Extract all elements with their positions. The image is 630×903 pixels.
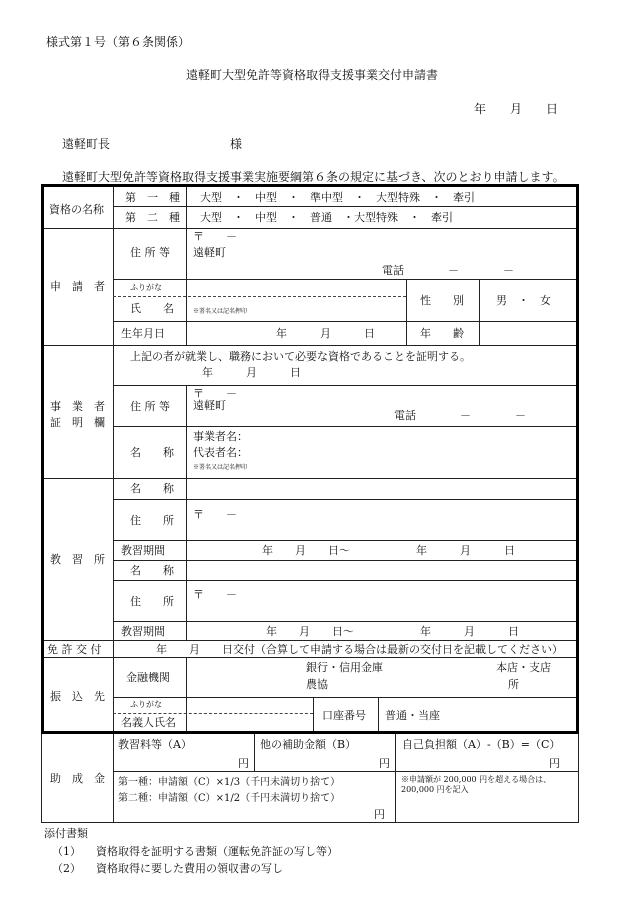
date-year: 年 [474,102,487,116]
employer-sign-note: ※署名又は記名押印 [193,464,248,471]
transfer-label: 振 込 先 [50,690,105,703]
license-type2-label: 第 二 種 [125,211,180,224]
subsidy-amount-yen: 円 [374,808,385,821]
employer-town[interactable]: 遠軽町 [193,399,226,412]
transfer-bank-types-1[interactable]: 銀行・信用金庫 [306,661,383,674]
transfer-account-types[interactable]: 普通・当座 [385,709,440,722]
employer-label-line1: 事 業 者 [50,400,105,413]
license-type2-options: 大型 ・ 中型 ・ 普通 ・大型特殊 ・ 牽引 [200,211,453,224]
applicant-sex-options[interactable]: 男 ・ 女 [496,294,551,307]
transfer-furigana-label: ふりがな [130,700,162,709]
applicant-postal[interactable]: 〒 － [193,230,237,243]
employer-phone[interactable]: 電話 － － [394,409,526,422]
transfer-account-label: 口座番号 [322,709,366,722]
form-title: 遠軽町大型免許等資格取得支援事業交付申請書 [186,68,439,82]
transfer-bank-label: 金融機関 [126,671,170,684]
employer-address-label: 住 所 等 [130,400,170,413]
applicant-name-label: 氏 名 [130,302,174,315]
transfer-branch-types-1[interactable]: 本店・支店 [496,661,551,674]
school2-address-label: 住 所 [130,595,174,608]
attachments-title: 添付書類 [44,827,88,840]
transfer-branch-types-2[interactable]: 所 [508,678,519,691]
addressee-honorific: 様 [230,137,243,151]
employer-statement: 上記の者が就業し、職務において必要な資格であることを証明する。 [130,350,471,363]
applicant-age-label: 年 齢 [420,327,464,340]
employer-name-label: 名 称 [130,446,174,459]
employer-postal[interactable]: 〒 － [193,387,237,400]
applicant-birth-label: 生年月日 [121,327,165,340]
school-label: 教 習 所 [50,553,105,566]
school1-period[interactable]: 年 月 日～ 年 月 日 [262,544,515,557]
subsidy-tuition-yen: 円 [238,757,249,770]
school1-address-label: 住 所 [130,514,174,527]
attachment-1-number: （1） [52,845,81,858]
subsidy-self-label: 自己負担額（A）-（B）=（C） [402,738,561,751]
subsidy-tuition-label: 教習料等（A） [118,738,192,751]
license-issue-label: 免 許 交 付 [47,643,102,656]
school2-name-label: 名 称 [130,564,174,577]
school2-period[interactable]: 年 月 日～ 年 月 日 [266,625,519,638]
employer-representative[interactable]: 代表者名： [193,446,248,459]
subsidy-calc-type1: 第一種：申請額（C）×1/3（千円未満切り捨て） [118,777,341,788]
applicant-phone[interactable]: 電話 － － [382,264,514,277]
school1-postal[interactable]: 〒 － [193,508,237,521]
applicant-town[interactable]: 遠軽町 [193,246,226,259]
applicant-sex-label: 性 別 [420,294,464,307]
license-issue-text[interactable]: 年 月 日交付（合算して申請する場合は最新の交付日を記載してください） [156,643,563,656]
employer-label-line2: 証 明 欄 [50,416,105,429]
attachment-1-text: 資格取得を証明する書類（運転免許証の写し等） [96,845,338,858]
school2-postal[interactable]: 〒 － [193,588,237,601]
attachment-2-text: 資格取得に要した費用の領収書の写し [96,862,283,875]
transfer-bank-types-2[interactable]: 農協 [306,678,328,691]
school2-period-label: 教習期間 [121,625,165,638]
form-number: 様式第１号（第６条関係） [46,35,191,49]
applicant-label: 申 請 者 [50,280,105,293]
employer-business-name[interactable]: 事業者名： [193,430,248,443]
subsidy-note: ※申請額が 200,000 円を超える場合は、200,000 円を記入 [401,775,552,794]
school1-period-label: 教習期間 [121,544,165,557]
transfer-holder-label: 名義人氏名 [121,716,176,729]
date-day: 日 [546,102,559,116]
license-type1-label: 第 一 種 [125,191,180,204]
license-label: 資格の名称 [49,203,104,216]
addressee-name: 遠軽町長 [62,137,111,151]
subsidy-self-yen: 円 [549,757,560,770]
subsidy-label: 助 成 金 [50,772,105,785]
applicant-furigana-label: ふりがな [130,283,162,292]
date-month: 月 [510,102,523,116]
applicant-address-label: 住 所 等 [130,246,170,259]
intro-text: 遠軽町大型免許等資格取得支援事業実施要綱第６条の規定に基づき、次のとおり申請します。 [62,170,565,184]
applicant-sign-note: ※署名又は記名押印 [193,308,248,315]
subsidy-other-yen: 円 [379,757,390,770]
subsidy-other-label: 他の補助金額（B） [260,738,357,751]
employer-statement-date[interactable]: 年 月 日 [202,366,301,379]
applicant-birth-date[interactable]: 年 月 日 [276,327,375,340]
license-type1-options: 大型 ・ 中型 ・ 準中型 ・ 大型特殊 ・ 牽引 [200,191,475,204]
subsidy-calc-type2: 第二種：申請額（C）×1/2（千円未満切り捨て） [118,793,341,804]
school1-name-label: 名 称 [130,482,174,495]
attachment-2-number: （2） [52,862,81,875]
